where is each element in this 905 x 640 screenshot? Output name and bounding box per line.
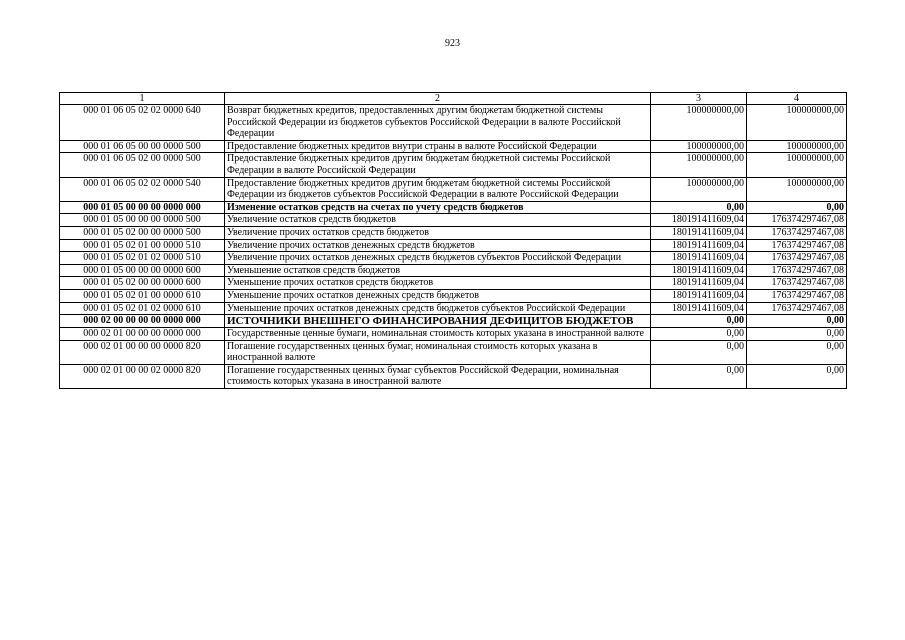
row-description: Погашение государственных ценных бумаг субъектов Российской Федерации, номинальная стоимость которых указана в иностранной валюте — [225, 364, 651, 388]
row-amount-2: 176374297467,08 — [747, 277, 847, 290]
row-code: 000 02 00 00 00 00 0000 000 — [60, 315, 225, 328]
row-amount-2: 0,00 — [747, 201, 847, 214]
row-code: 000 01 05 02 00 00 0000 500 — [60, 226, 225, 239]
row-amount-2: 0,00 — [747, 328, 847, 341]
table-row — [60, 214, 847, 227]
table-row — [60, 252, 847, 265]
table-row — [60, 140, 847, 153]
row-amount-1: 100000000,00 — [651, 105, 747, 141]
row-code: 000 01 06 05 02 02 0000 540 — [60, 177, 225, 201]
row-amount-1: 180191411609,04 — [651, 264, 747, 277]
table-row — [60, 153, 847, 177]
row-amount-1: 100000000,00 — [651, 140, 747, 153]
table-row — [60, 177, 847, 201]
table-header-row — [60, 93, 847, 105]
table-row — [60, 289, 847, 302]
table-row — [60, 201, 847, 214]
row-description: Возврат бюджетных кредитов, предоставленных другим бюджетам бюджетной системы Российской Федерации из бюджетов субъектов Российской Федерации в валюте Российской Федерации — [225, 105, 651, 141]
row-description: ИСТОЧНИКИ ВНЕШНЕГО ФИНАНСИРОВАНИЯ ДЕФИЦИТОВ БЮДЖЕТОВ — [225, 315, 651, 328]
row-code: 000 01 05 00 00 00 0000 500 — [60, 214, 225, 227]
table-body — [60, 105, 847, 389]
table-row — [60, 239, 847, 252]
row-code: 000 01 06 05 02 02 0000 640 — [60, 105, 225, 141]
table-row — [60, 364, 847, 388]
row-description: Уменьшение прочих остатков денежных средств бюджетов субъектов Российской Федерации — [225, 302, 651, 315]
row-amount-2: 176374297467,08 — [747, 226, 847, 239]
budget-sources-table — [59, 92, 847, 389]
column-header-amount-2: 4 — [747, 93, 847, 105]
row-amount-1: 0,00 — [651, 315, 747, 328]
row-amount-2: 0,00 — [747, 315, 847, 328]
row-amount-2: 176374297467,08 — [747, 239, 847, 252]
row-code: 000 02 01 00 00 02 0000 820 — [60, 364, 225, 388]
row-amount-1: 180191411609,04 — [651, 302, 747, 315]
row-amount-2: 176374297467,08 — [747, 302, 847, 315]
row-amount-2: 100000000,00 — [747, 177, 847, 201]
row-code: 000 01 06 05 00 00 0000 500 — [60, 140, 225, 153]
row-amount-2: 100000000,00 — [747, 153, 847, 177]
table-row — [60, 226, 847, 239]
row-code: 000 01 05 00 00 00 0000 000 — [60, 201, 225, 214]
row-amount-1: 180191411609,04 — [651, 214, 747, 227]
row-code: 000 01 05 02 01 00 0000 610 — [60, 289, 225, 302]
table-row — [60, 277, 847, 290]
row-code: 000 01 05 02 01 00 0000 510 — [60, 239, 225, 252]
table-row — [60, 105, 847, 141]
row-code: 000 01 05 02 01 02 0000 510 — [60, 252, 225, 265]
row-description: Изменение остатков средств на счетах по учету средств бюджетов — [225, 201, 651, 214]
row-amount-1: 180191411609,04 — [651, 239, 747, 252]
column-header-description: 2 — [225, 93, 651, 105]
row-description: Уменьшение прочих остатков денежных средств бюджетов — [225, 289, 651, 302]
table-row — [60, 328, 847, 341]
table-row — [60, 340, 847, 364]
row-code: 000 01 05 00 00 00 0000 600 — [60, 264, 225, 277]
row-amount-1: 100000000,00 — [651, 153, 747, 177]
row-amount-2: 176374297467,08 — [747, 214, 847, 227]
row-amount-1: 100000000,00 — [651, 177, 747, 201]
row-amount-2: 176374297467,08 — [747, 252, 847, 265]
row-description: Государственные ценные бумаги, номинальная стоимость которых указана в иностранной валюте — [225, 328, 651, 341]
row-amount-1: 0,00 — [651, 340, 747, 364]
row-amount-2: 176374297467,08 — [747, 264, 847, 277]
row-amount-2: 0,00 — [747, 340, 847, 364]
row-description: Увеличение прочих остатков денежных средств бюджетов субъектов Российской Федерации — [225, 252, 651, 265]
row-description: Увеличение прочих остатков средств бюджетов — [225, 226, 651, 239]
row-amount-1: 180191411609,04 — [651, 226, 747, 239]
table-row — [60, 315, 847, 328]
row-amount-1: 180191411609,04 — [651, 277, 747, 290]
row-description: Предоставление бюджетных кредитов внутри страны в валюте Российской Федерации — [225, 140, 651, 153]
row-amount-1: 0,00 — [651, 364, 747, 388]
row-code: 000 02 01 00 00 00 0000 820 — [60, 340, 225, 364]
row-amount-1: 0,00 — [651, 201, 747, 214]
table-row — [60, 302, 847, 315]
column-header-code: 1 — [60, 93, 225, 105]
row-amount-1: 180191411609,04 — [651, 252, 747, 265]
row-code: 000 01 05 02 00 00 0000 600 — [60, 277, 225, 290]
row-description: Уменьшение остатков средств бюджетов — [225, 264, 651, 277]
column-header-amount-1: 3 — [651, 93, 747, 105]
row-description: Увеличение остатков средств бюджетов — [225, 214, 651, 227]
row-code: 000 01 05 02 01 02 0000 610 — [60, 302, 225, 315]
row-description: Уменьшение прочих остатков средств бюджетов — [225, 277, 651, 290]
row-description: Предоставление бюджетных кредитов другим бюджетам бюджетной системы Российской Федерации в валюте Российской Федерации — [225, 153, 651, 177]
row-amount-2: 0,00 — [747, 364, 847, 388]
table-row — [60, 264, 847, 277]
row-amount-2: 100000000,00 — [747, 140, 847, 153]
row-description: Предоставление бюджетных кредитов другим бюджетам бюджетной системы Российской Федерации из бюджетов субъектов Российской Федерации в валюте Российской Федерации — [225, 177, 651, 201]
page-number: 923 — [445, 38, 460, 49]
row-amount-1: 0,00 — [651, 328, 747, 341]
row-description: Увеличение прочих остатков денежных средств бюджетов — [225, 239, 651, 252]
row-code: 000 01 06 05 02 00 0000 500 — [60, 153, 225, 177]
row-amount-1: 180191411609,04 — [651, 289, 747, 302]
row-description: Погашение государственных ценных бумаг, номинальная стоимость которых указана в иностранной валюте — [225, 340, 651, 364]
row-code: 000 02 01 00 00 00 0000 000 — [60, 328, 225, 341]
row-amount-2: 100000000,00 — [747, 105, 847, 141]
row-amount-2: 176374297467,08 — [747, 289, 847, 302]
